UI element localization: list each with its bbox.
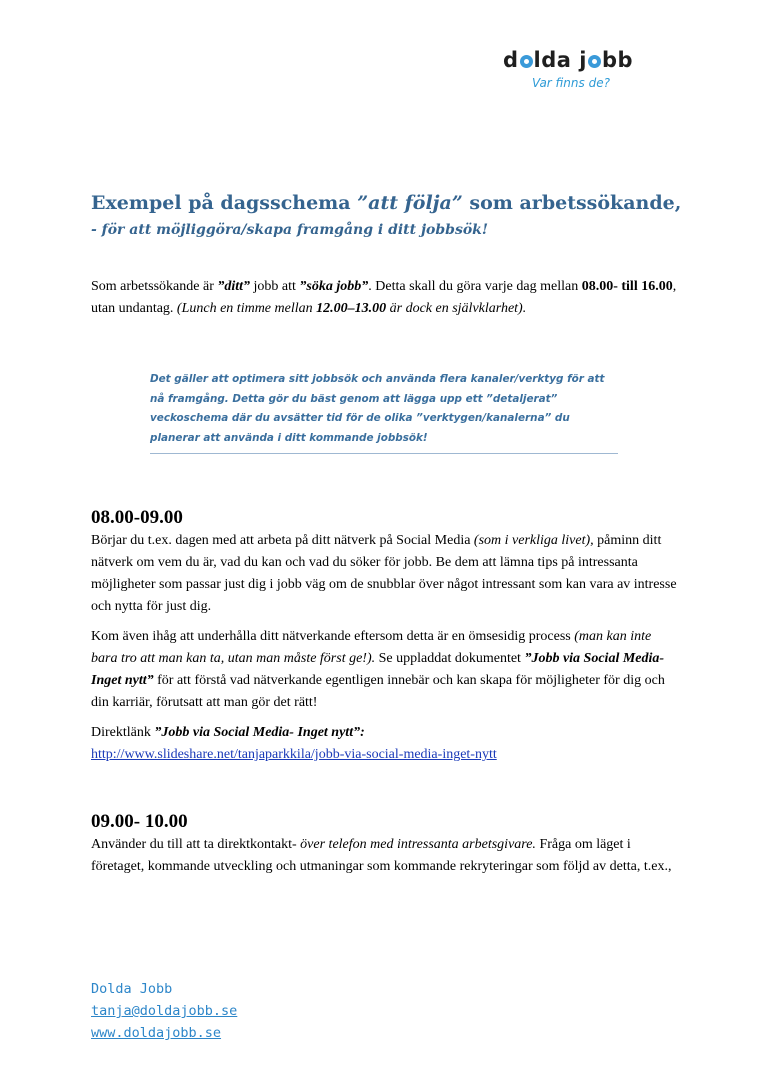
- section2-paragraph-1: [91, 834, 681, 878]
- logo-o-icon: [520, 55, 533, 68]
- logo-text-part: lda j: [533, 48, 587, 72]
- link-label-text: Direktlänk: [91, 725, 155, 740]
- direct-link-label: [91, 722, 681, 744]
- footer-website-link[interactable]: www.doldajobb.se: [91, 1025, 222, 1041]
- intro-time: till 16.00: [621, 279, 673, 294]
- callout-line: nå framgång. Detta gör du bäst genom att lägga upp ett ”detaljerat”: [150, 392, 558, 405]
- title-text: som arbetssökande,: [462, 192, 682, 214]
- paragraph-text: Kom även ihåg att underhålla ditt nätverkande eftersom detta är en ömsesidig process: [91, 629, 575, 644]
- slideshare-link[interactable]: http://www.slideshare.net/tanjaparkkila/jobb-via-social-media-inget-nytt: [91, 747, 497, 762]
- title-text: Exempel på dagsschema: [91, 192, 358, 214]
- intro-paragraph: [91, 276, 681, 320]
- logo-o-icon: [588, 55, 601, 68]
- intro-text: , utan undantag.: [91, 279, 677, 316]
- intro-text: jobb att: [250, 279, 300, 294]
- callout-divider: [150, 453, 618, 454]
- paragraph-text: Fråga om läget i företaget, kommande utveckling och utmaningar som kommande rekryteringar som följd av detta, t.ex.,: [91, 837, 672, 874]
- callout-box: [150, 370, 620, 448]
- link-label-title: ”Jobb via Social Media- Inget nytt”:: [154, 725, 365, 740]
- section-time-heading: 08.00-09.00: [91, 507, 183, 528]
- intro-time: 08.00-: [581, 279, 618, 294]
- section1-paragraph-1: [91, 530, 681, 618]
- paragraph-italic: (som i verkliga livet),: [473, 533, 594, 548]
- section1-paragraph-2: [91, 626, 681, 714]
- intro-text: Som arbetssökande är: [91, 279, 218, 294]
- paragraph-text: för att förstå vad nätverkande egentligen innebär och kan skapa för möjligheter för dig och din karriär, förutsatt att man gör det rätt!: [91, 673, 665, 710]
- intro-emphasis: ”ditt”: [217, 279, 251, 294]
- intro-emphasis: ”söka jobb”: [299, 279, 369, 294]
- footer-email-link[interactable]: tanja@doldajobb.se: [91, 1003, 238, 1019]
- callout-line: veckoschema där du avsätter tid för de olika ”verktygen/kanalerna” du: [150, 412, 570, 424]
- paragraph-text: Se uppladdat dokumentet: [375, 651, 525, 666]
- paragraph-text: Börjar du t.ex. dagen med att arbeta på ditt nätverk på Social Media: [91, 533, 474, 548]
- company-logo: [500, 48, 670, 98]
- footer-contact: [91, 978, 237, 1044]
- document-reference: ”Jobb via Social Media- Inget nytt”: [91, 651, 665, 688]
- callout-line: planerar att använda i ditt kommande jobbsök!: [150, 431, 428, 444]
- intro-text: . Detta skall du göra varje dag mellan: [368, 279, 582, 294]
- paragraph-italic: (man kan inte bara tro att man kan ta, utan man måste först ge!).: [91, 629, 652, 666]
- intro-lunch-time: 12.00–13.00: [316, 301, 387, 316]
- paragraph-text: påminn ditt nätverk om vem du är, vad du kan och vad du söker för jobb. Be dem att lämna tips på intressanta möjligheter som passar just dig i jobb väg om de snubblar över något intressant som kan vara av intresse och nytta för just dig.: [91, 533, 677, 614]
- logo-tagline: Var finns de?: [532, 76, 610, 90]
- title-emphasis: ”att följa”: [357, 192, 463, 214]
- paragraph-text: Använder du till att ta direktkontakt-: [91, 837, 301, 852]
- logo-text-part: bb: [601, 48, 634, 72]
- logo-wordmark: [503, 48, 633, 72]
- intro-italic: (Lunch en timme mellan: [176, 301, 317, 316]
- callout-line: Det gäller att optimera sitt jobbsök och använda flera kanaler/verktyg för att: [150, 373, 605, 385]
- direct-link-block: [91, 722, 681, 766]
- document-title: [91, 192, 691, 214]
- paragraph-italic: över telefon med intressanta arbetsgivare.: [300, 837, 536, 852]
- section-time-heading: 09.00- 10.00: [91, 811, 188, 832]
- intro-italic: är dock en självklarhet).: [386, 301, 527, 316]
- document-subtitle: - för att möjliggöra/skapa framgång i ditt jobbsök!: [91, 222, 489, 238]
- logo-text-part: d: [503, 48, 519, 72]
- footer-company: Dolda Jobb: [91, 981, 173, 997]
